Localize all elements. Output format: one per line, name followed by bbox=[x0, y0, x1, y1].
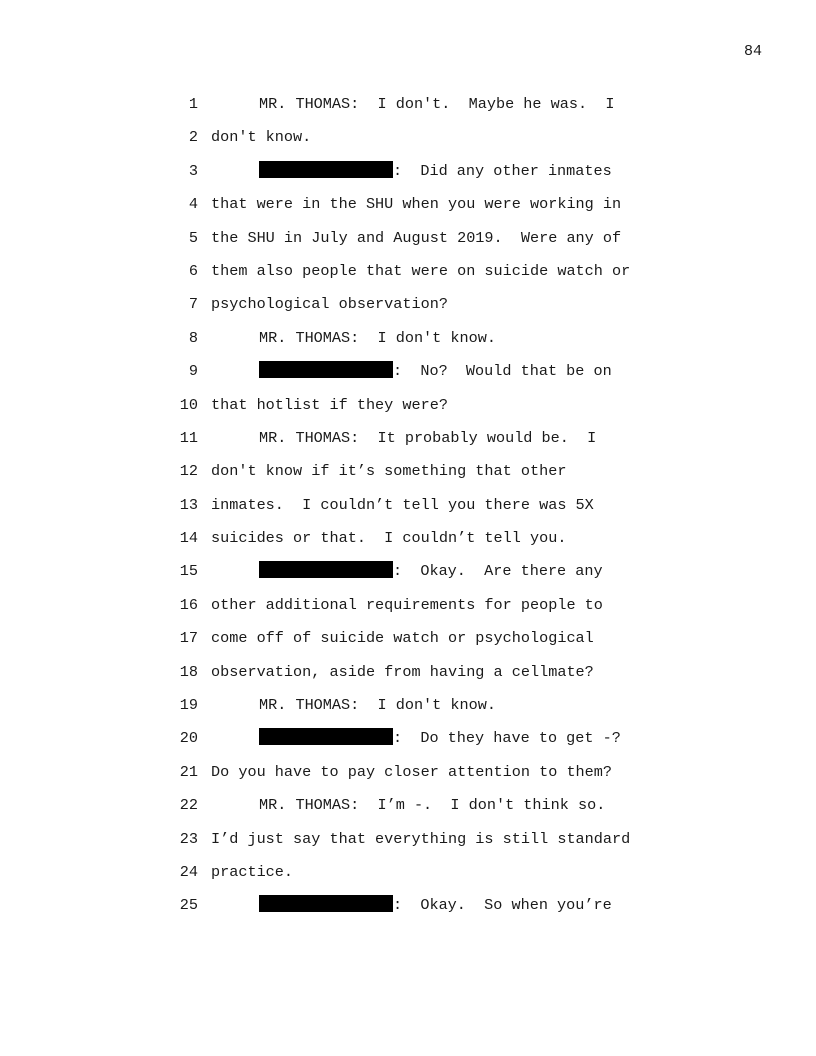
line-text-container bbox=[211, 595, 603, 615]
line-text: suicides or that. I couldn’t tell you. bbox=[211, 529, 567, 548]
line-text: other additional requirements for people to bbox=[211, 595, 603, 614]
line-text-container bbox=[211, 428, 596, 448]
transcript-line bbox=[176, 895, 696, 928]
line-text: practice. bbox=[211, 862, 294, 881]
line-number: 23 bbox=[179, 829, 198, 848]
line-number: 22 bbox=[179, 796, 198, 815]
transcript-line bbox=[176, 328, 696, 361]
line-text: the SHU in July and August 2019. Were any of bbox=[211, 228, 622, 247]
line-text-container bbox=[211, 328, 496, 348]
line-text-container bbox=[211, 495, 594, 515]
line-number: 24 bbox=[179, 862, 198, 881]
line-number: 17 bbox=[179, 629, 198, 648]
transcript-line bbox=[176, 829, 696, 862]
line-text: : No? Would that be on bbox=[393, 362, 612, 381]
line-text-container bbox=[211, 862, 293, 882]
line-number: 11 bbox=[179, 428, 198, 447]
line-number: 9 bbox=[188, 362, 198, 381]
line-number: 13 bbox=[179, 495, 198, 514]
line-text: : Do they have to get -? bbox=[393, 729, 621, 748]
redacted-speaker-name bbox=[259, 895, 393, 912]
line-text-container bbox=[211, 728, 621, 748]
line-text-container bbox=[211, 127, 311, 147]
line-text: psychological observation? bbox=[211, 295, 448, 314]
transcript-line bbox=[176, 94, 696, 127]
line-text-container bbox=[211, 829, 630, 849]
transcript-line bbox=[176, 395, 696, 428]
line-text-container bbox=[211, 795, 605, 815]
transcript-line bbox=[176, 728, 696, 761]
transcript-line bbox=[176, 662, 696, 695]
line-text-container bbox=[211, 294, 448, 314]
line-text: : Okay. So when you’re bbox=[393, 896, 612, 915]
line-number: 7 bbox=[188, 295, 198, 314]
line-number: 16 bbox=[179, 595, 198, 614]
line-number: 2 bbox=[188, 128, 198, 147]
line-text: them also people that were on suicide watch or bbox=[211, 261, 631, 280]
line-number: 25 bbox=[179, 896, 198, 915]
line-text-container bbox=[211, 395, 448, 415]
line-number: 5 bbox=[188, 228, 198, 247]
line-text: I’d just say that everything is still standard bbox=[211, 829, 631, 848]
line-text-container bbox=[211, 261, 630, 281]
line-text: that were in the SHU when you were working in bbox=[211, 195, 622, 214]
line-text: inmates. I couldn’t tell you there was 5X bbox=[211, 495, 594, 514]
line-text: don't know if it’s something that other bbox=[211, 462, 567, 481]
line-number: 8 bbox=[188, 328, 198, 347]
line-text: Do you have to pay closer attention to them? bbox=[211, 762, 613, 781]
line-text-container bbox=[211, 695, 496, 715]
line-text: MR. THOMAS: I don't know. bbox=[259, 696, 496, 715]
line-number: 21 bbox=[179, 762, 198, 781]
line-text: MR. THOMAS: I don't. Maybe he was. I bbox=[259, 95, 615, 113]
transcript-line bbox=[176, 294, 696, 327]
line-text-container bbox=[211, 762, 612, 782]
line-text: MR. THOMAS: It probably would be. I bbox=[259, 428, 597, 447]
line-number: 12 bbox=[179, 462, 198, 481]
line-text: observation, aside from having a cellmate? bbox=[211, 662, 594, 681]
line-text-container bbox=[211, 194, 621, 214]
transcript-line bbox=[176, 428, 696, 461]
transcript-line bbox=[176, 561, 696, 594]
line-text: that hotlist if they were? bbox=[211, 395, 448, 414]
line-text: MR. THOMAS: I don't know. bbox=[259, 328, 496, 347]
transcript-line bbox=[176, 628, 696, 661]
transcript-line bbox=[176, 228, 696, 261]
line-number: 10 bbox=[179, 395, 198, 414]
transcript-body bbox=[176, 94, 696, 929]
line-text-container bbox=[211, 161, 612, 181]
line-text-container bbox=[211, 528, 566, 548]
redacted-speaker-name bbox=[259, 561, 393, 578]
transcript-line bbox=[176, 695, 696, 728]
line-number: 19 bbox=[179, 696, 198, 715]
line-text: come off of suicide watch or psychological bbox=[211, 629, 594, 648]
line-text: : Okay. Are there any bbox=[393, 562, 603, 581]
transcript-line bbox=[176, 795, 696, 828]
line-text-container bbox=[211, 628, 594, 648]
line-number: 18 bbox=[179, 662, 198, 681]
line-text-container bbox=[211, 94, 614, 114]
line-number: 4 bbox=[188, 195, 198, 214]
transcript-line bbox=[176, 461, 696, 494]
line-text-container bbox=[211, 561, 603, 581]
line-text: don't know. bbox=[211, 128, 312, 147]
redacted-speaker-name bbox=[259, 361, 393, 378]
line-text-container bbox=[211, 228, 621, 248]
transcript-line bbox=[176, 361, 696, 394]
transcript-line bbox=[176, 261, 696, 294]
transcript-line bbox=[176, 595, 696, 628]
line-text-container bbox=[211, 361, 612, 381]
line-text-container bbox=[211, 461, 566, 481]
line-number: 6 bbox=[188, 261, 198, 280]
transcript-line bbox=[176, 495, 696, 528]
transcript-line bbox=[176, 862, 696, 895]
line-text-container bbox=[211, 662, 594, 682]
transcript-line bbox=[176, 528, 696, 561]
page-number: 84 bbox=[743, 43, 762, 60]
line-text: MR. THOMAS: I’m -. I don't think so. bbox=[259, 796, 606, 815]
redacted-speaker-name bbox=[259, 161, 393, 178]
transcript-line bbox=[176, 161, 696, 194]
transcript-line bbox=[176, 194, 696, 227]
redacted-speaker-name bbox=[259, 728, 393, 745]
line-number: 1 bbox=[188, 95, 198, 113]
line-number: 3 bbox=[188, 161, 198, 180]
line-text: : Did any other inmates bbox=[393, 161, 612, 180]
line-number: 15 bbox=[179, 562, 198, 581]
transcript-line bbox=[176, 127, 696, 160]
line-number: 14 bbox=[179, 529, 198, 548]
line-number: 20 bbox=[179, 729, 198, 748]
line-text-container bbox=[211, 895, 612, 915]
transcript-line bbox=[176, 762, 696, 795]
